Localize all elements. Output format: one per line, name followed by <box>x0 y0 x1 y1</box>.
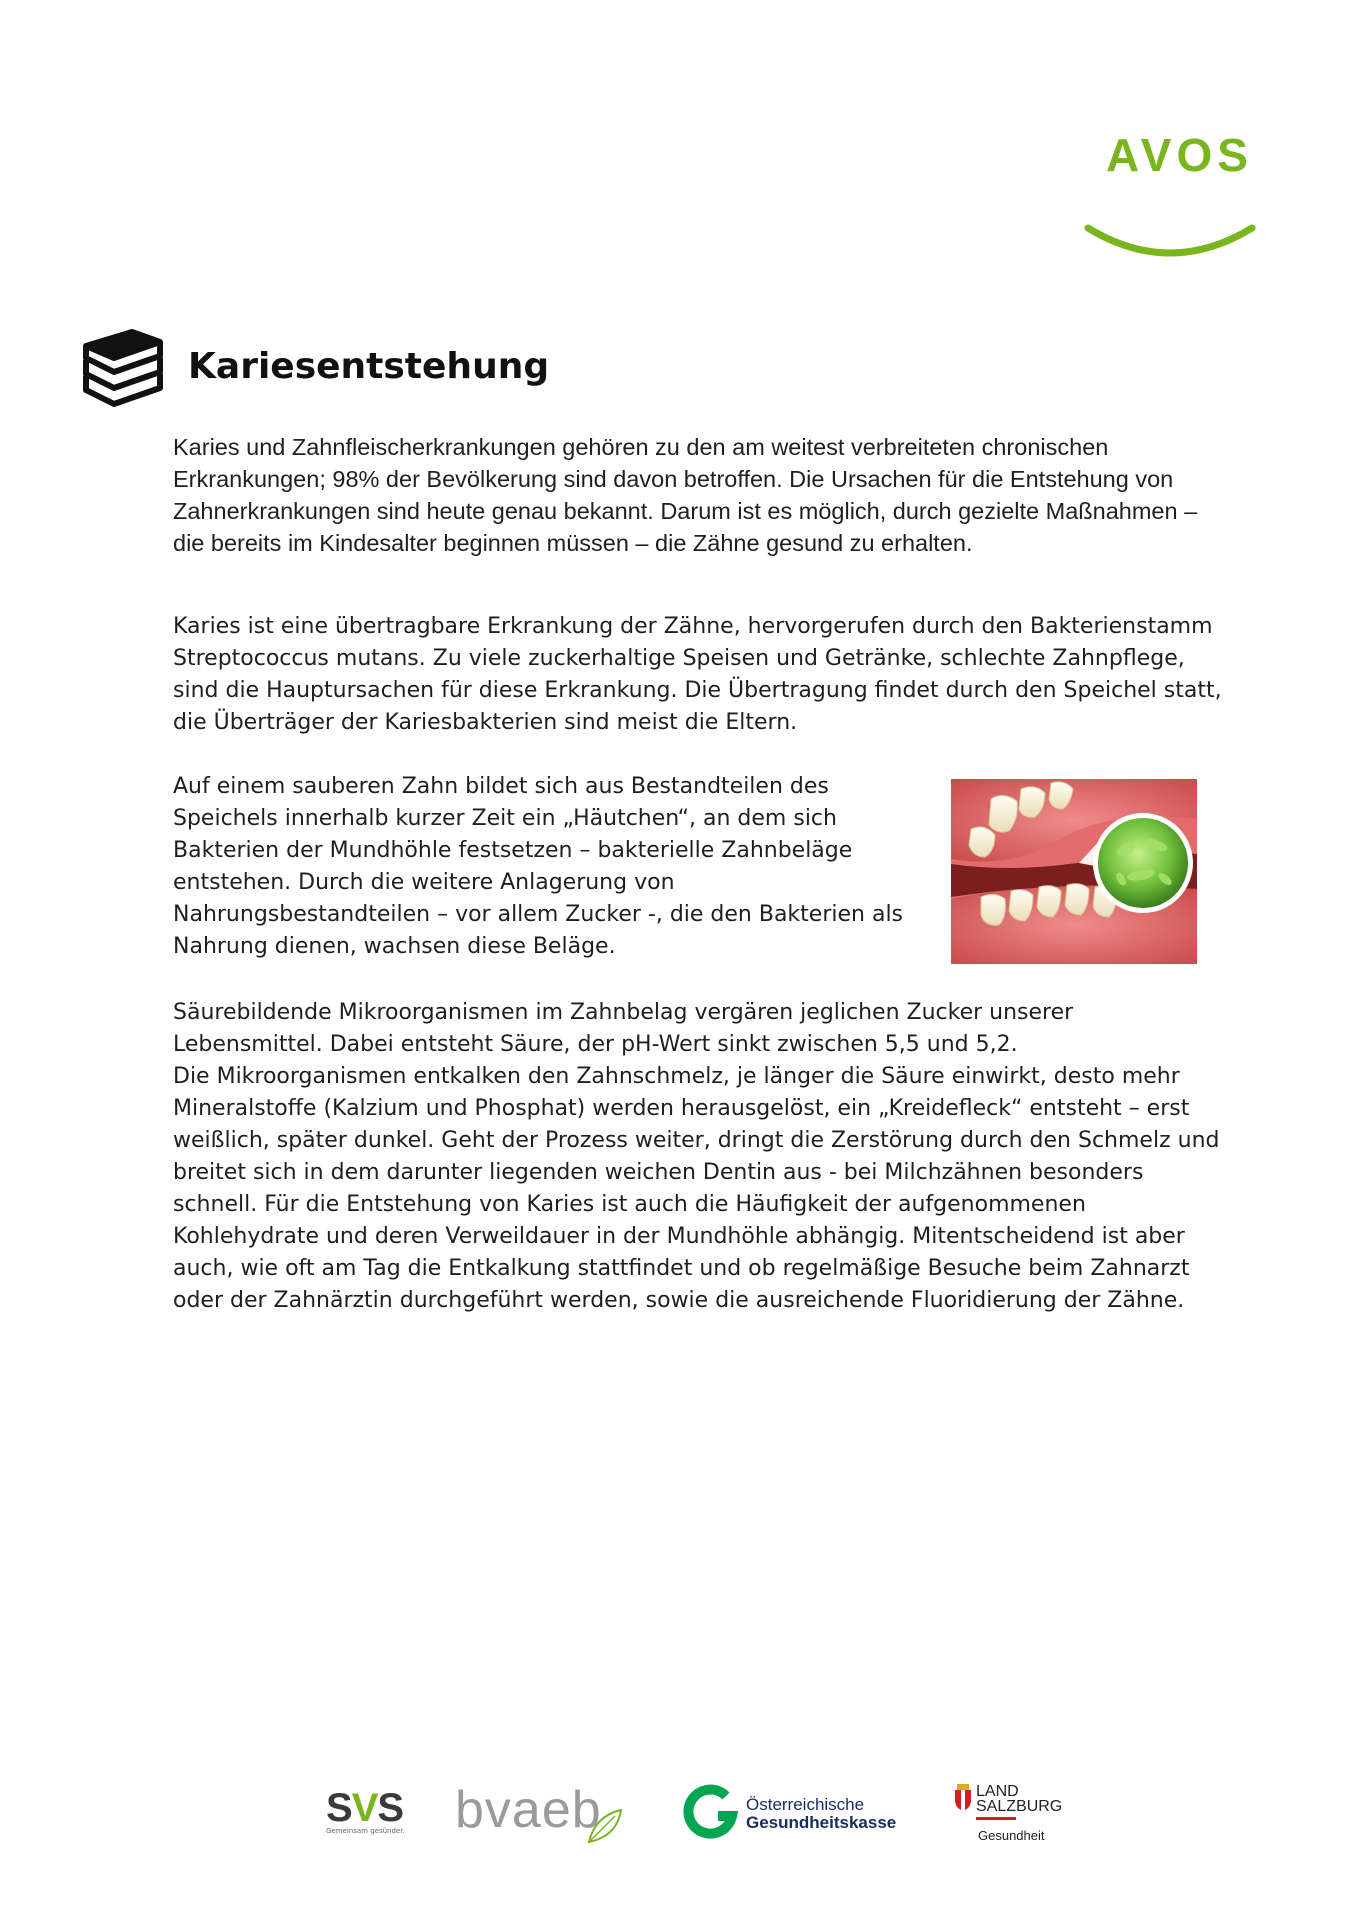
teeth-bacteria-illustration <box>951 779 1197 964</box>
oegk-ring-icon <box>682 1784 738 1840</box>
intro-paragraph: Karies und Zahnfleischerkrankungen gehören zu den am weitest verbreiteten chronischen Erkrankungen; 98% der Bevölkerung sind davon betroffen. Die Ursachen für die Entstehung von Zahnerkrankungen sind heute genau bekannt. Darum ist es möglich, durch gezielte Maßnahmen – die bereits im Kindesalter beginnen müssen – die Zähne gesund zu erhalten. <box>173 434 1198 556</box>
page-title: Kariesentstehung <box>188 346 550 387</box>
oegk-logo <box>682 1782 922 1842</box>
avos-logo <box>1080 128 1270 268</box>
acid-text: Säurebildende Mikroorganismen im Zahnbelag vergären jeglichen Zucker unserer Lebensmittel. Dabei entsteht Säure, der pH-Wert sinkt zwischen 5,5 und 5,2. <box>173 1000 1074 1057</box>
oegk-line2: Gesundheitskasse <box>746 1813 897 1832</box>
svs-letter: V <box>351 1786 378 1830</box>
section-header <box>80 328 1080 408</box>
salzburg-line2: SALZBURG <box>976 1798 1063 1815</box>
demineralization-paragraph <box>173 997 1223 1317</box>
enamel-text: Die Mikroorganismen entkalken den Zahnschmelz, je länger die Säure einwirkt, desto mehr Mineralstoffe (Kalzium und Phosphat) werden herausgelöst, ein „Kreidefleck“ entsteht – erst weißlich, später dunkel. Geht der Prozess weiter, dringt die Zerstörung durch den Schmelz und breitet sich in dem darunter liegenden weichen Dentin aus - bei Milchzähnen besonders schnell. Für die Entstehung von Karies ist auch die Häufigkeit der aufgenommenen Kohlehydrate und deren Verweildauer in der Mundhöhle abhängig. Mitentscheidend ist aber auch, wie oft am Tag die Entkalkung stattfindet und ob regelmäßige Besuche beim Zahnarzt oder der Zahnärztin durchgeführt werden, sowie die ausreichende Fluoridierung der Zähne. <box>173 1064 1220 1313</box>
svs-logo <box>326 1786 405 1835</box>
oegk-line1: Österreichische <box>746 1795 865 1814</box>
salzburg-underline <box>976 1817 1016 1820</box>
avos-logo-text: AVOS <box>1106 129 1253 181</box>
partner-logos <box>0 1776 1358 1866</box>
books-icon <box>80 328 166 408</box>
transmission-paragraph: Karies ist eine übertragbare Erkrankung der Zähne, hervorgerufen durch den Bakterienstamm Streptococcus mutans. Zu viele zuckerhaltige Speisen und Getränke, schlechte Zahnpflege, sind die Hauptursachen für diese Erkrankung. Die Übertragung findet durch den Speichel statt, die Überträger der Kariesbakterien sind meist die Eltern. <box>173 614 1222 735</box>
land-salzburg-logo <box>953 1780 1073 1850</box>
bvaeb-logo <box>455 1780 602 1840</box>
leaf-icon <box>585 1806 625 1846</box>
svs-tagline: Gemeinsam gesünder. <box>326 1827 405 1835</box>
bvaeb-text: bvaeb <box>455 1781 602 1839</box>
svs-letter: S <box>326 1786 352 1830</box>
salzburg-line3: Gesundheit <box>978 1828 1045 1843</box>
svs-letter: S <box>377 1786 404 1830</box>
coat-of-arms-icon <box>953 1784 973 1812</box>
salzburg-line1: LAND <box>976 1783 1019 1800</box>
plaque-paragraph: Auf einem sauberen Zahn bildet sich aus Bestandteilen des Speichels innerhalb kurzer Zeit ein „Häutchen“, an dem sich Bakterien der Mundhöhle festsetzen – bakterielle Zahnbeläge entstehen. Durch die weitere Anlagerung von Nahrungsbestandteilen – vor allem Zucker -, die den Bakterien als Nahrung dienen, wachsen diese Beläge. <box>173 774 904 959</box>
smile-arc <box>1080 220 1260 260</box>
